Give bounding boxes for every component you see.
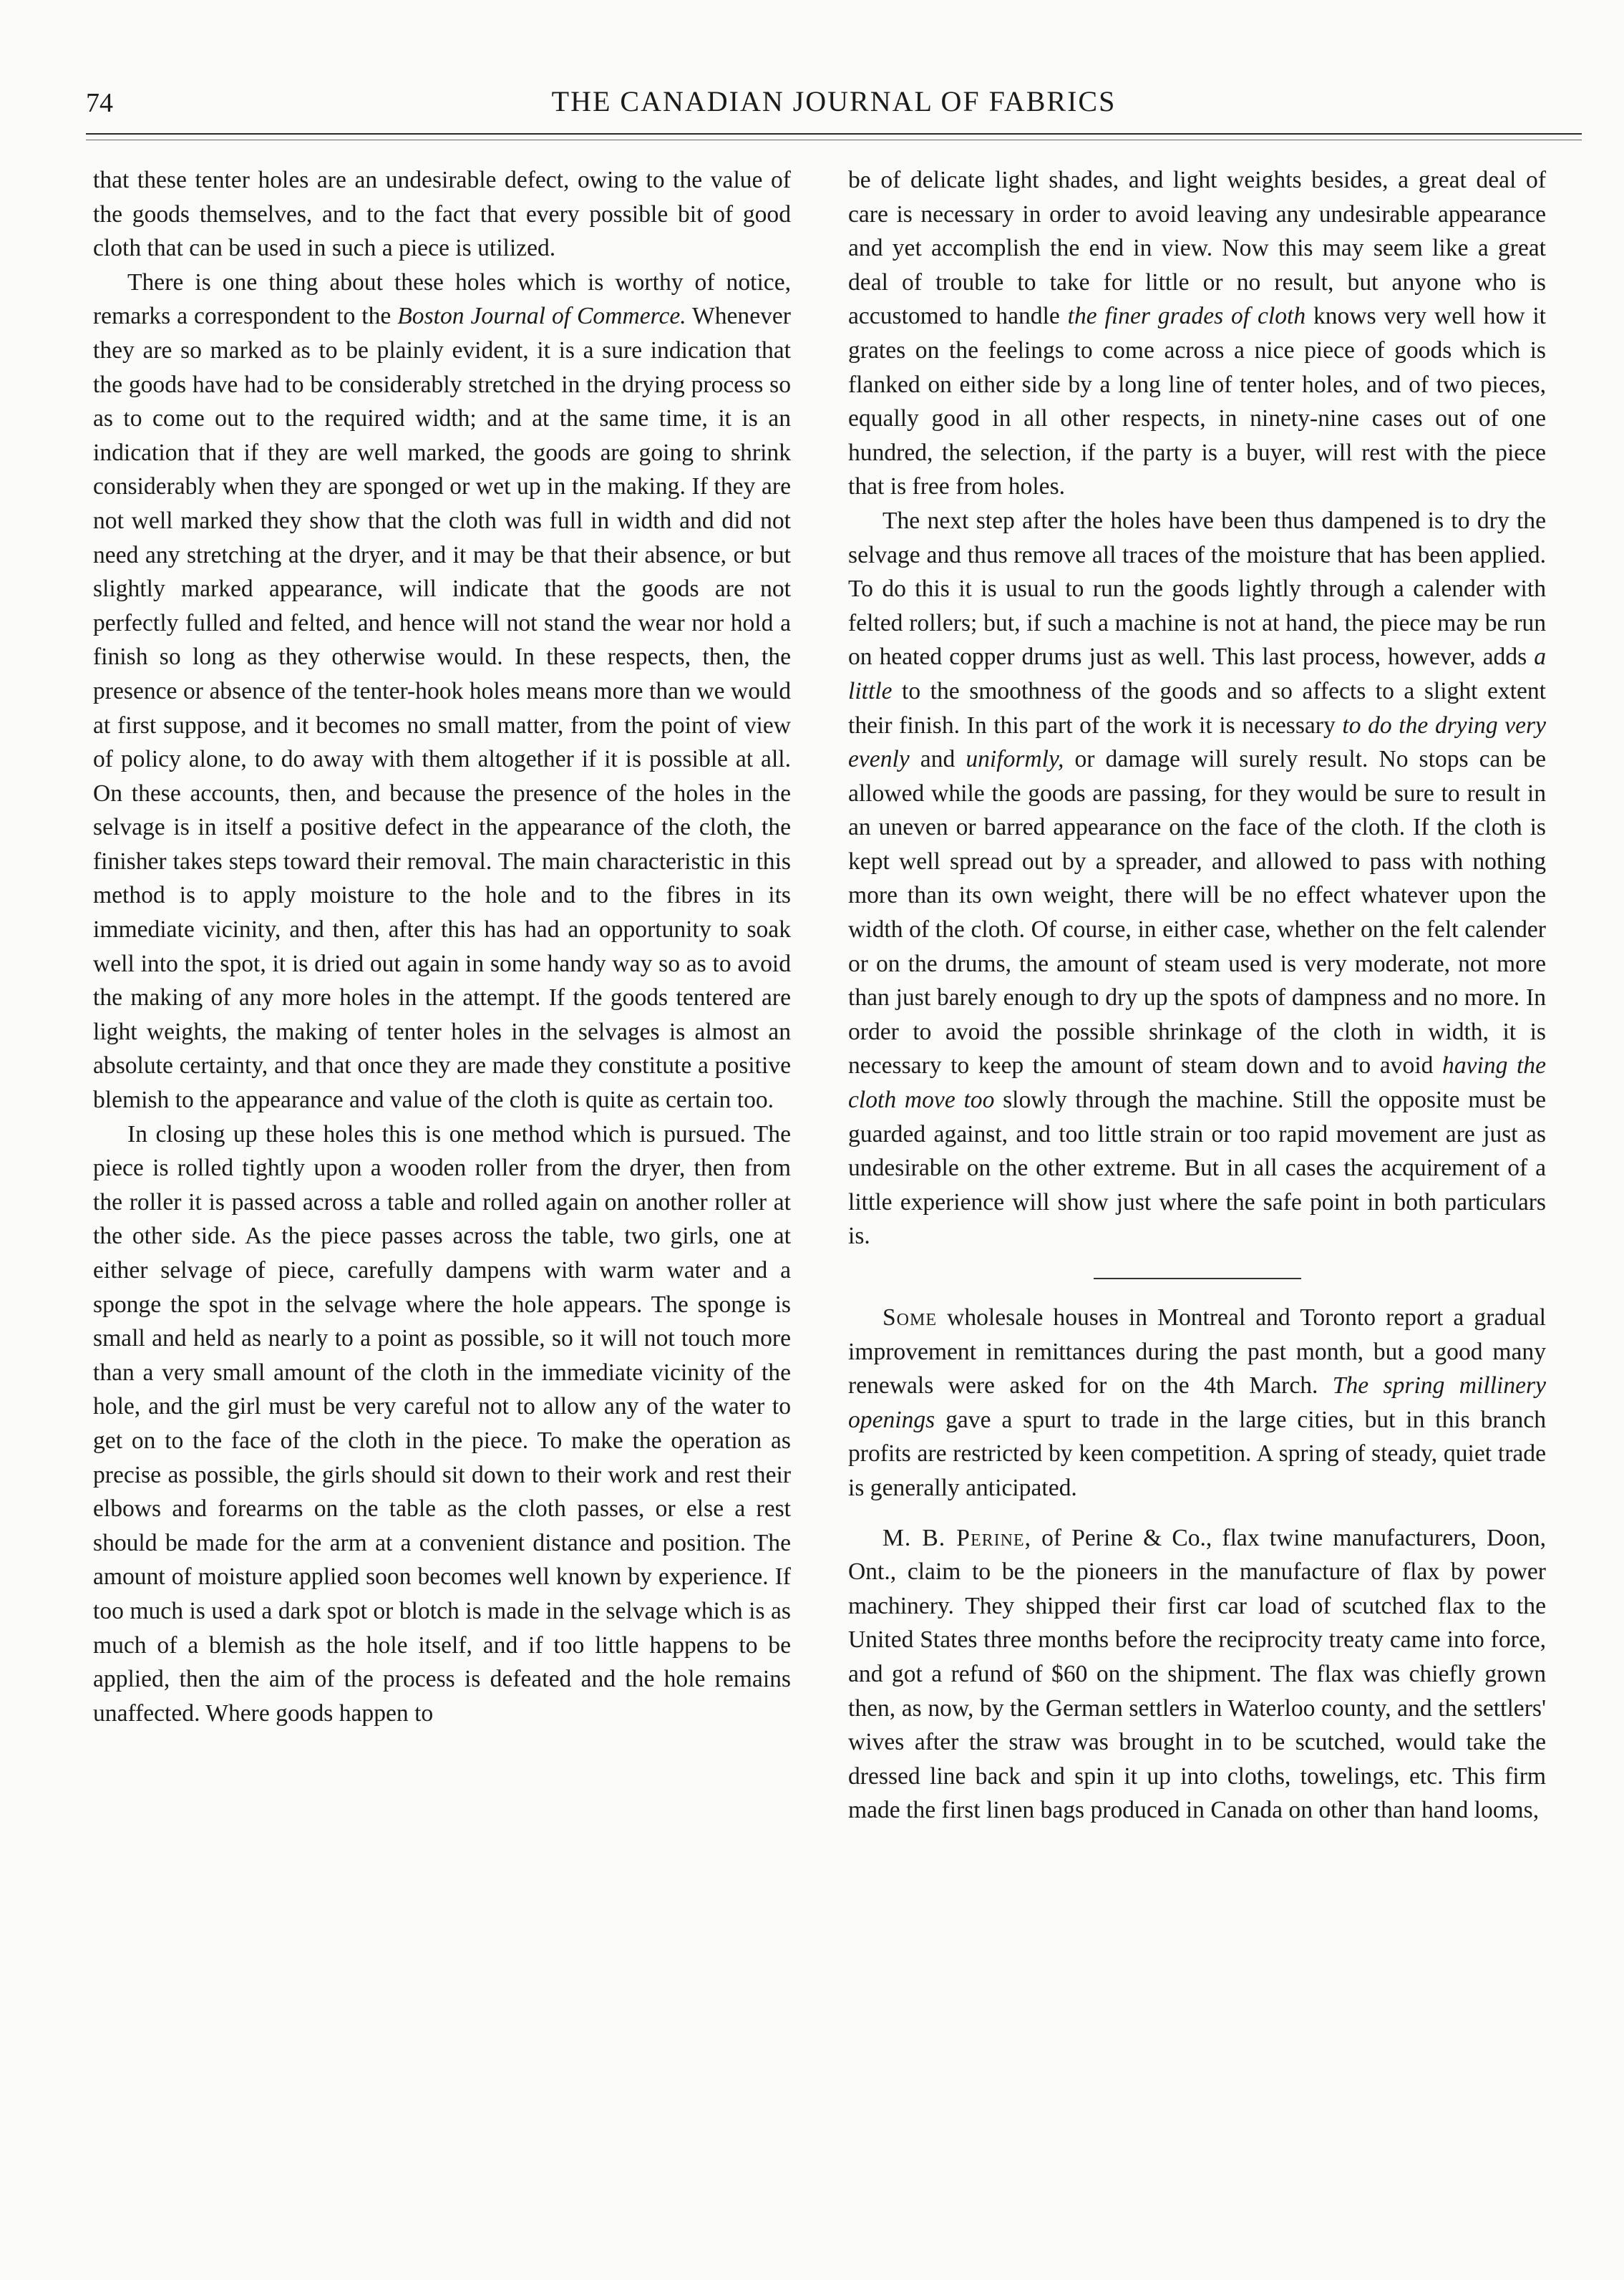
paragraph-text: and [909,746,966,773]
paragraph: In closing up these holes this is one method which is pursued. The piece is rolled tightly upon a wooden roller from the dryer, then from the roller it is passed across a table and rolled again on another roller at the other side. As the piece passes across the table, two girls, one at either selvage of piece, carefully dampens with warm water and a sponge the spot in the selvage where the hole appears. The sponge is small and held as nearly to a point as possible, so it will not touch more than a very small amount of the cloth in the immediate vicinity of the hole, and the girl must be very careful not to allow any of the water to get on to the face of the cloth in the piece. To make the operation as precise as possible, the girls should sit down to their work and rest their elbows and forearms on the table as the cloth passes, or else a rest should be made for the arm at a convenient distance and position. The amount of moisture applied soon becomes well known by experience. If too much is used a dark spot or blotch is made in the selvage which is as much of a blemish as the hole itself, and if too little happens to be applied, then the aim of the process is defeated and the hole remains unaffected. Where goods happen to [93,1120,791,1727]
paragraph-text: or damage will surely result. No stops can be allowed while the goods are passing, for they would be sure to result in an uneven or barred appearance on the face of the cloth. If the cloth is kept well spread out by a spreader, and allowed to pass with nothing more than its own weight, there will be no effect whatever upon the width of the cloth. Of course, in either case, whether on the felt calender or on the drums, the amount of steam used is very moderate, not more than just barely enough to dry up the spots of dampness and no more. In order to avoid the possible shrinkage of the cloth in width, it is necessary to keep the amount of steam down and to avoid [848,746,1546,1080]
paragraph-text: knows very well how it grates on the feelings to come across a nice piece of goods which is flanked on either side by a long line of tenter holes, and of two pieces, equally good in all other respects, in ninety-nine cases out of one hundred, the selection, if the party is a buyer, will rest with the piece that is free from holes. [848,303,1546,500]
source-citation: Boston Journal of Commerce. [397,303,686,330]
paragraph-text: slowly through the machine. Still the opposite must be guarded against, and too little strain or too rapid movement are just as undesirable on the other extreme. But in all cases the acquirement of a little experience will show just where the safe point in both particulars is. [848,1087,1546,1250]
italic-text: uniformly, [966,746,1064,773]
italic-text: a little [848,644,1546,704]
paragraph [848,1521,1546,1828]
lead-in-word: Some [882,1304,938,1331]
italic-text: to do the drying very evenly [848,712,1546,773]
paragraph-text: Whenever they are so marked as to be plainly evident, it is a sure indication that the goods have had to be considerably stretched in the drying process so as to come out to the required width; and at the same time, it is an indication that if they are well marked, the goods are going to shrink considerably when they are sponged or wet up in the making. If they are not well marked they show that the cloth was full in width and did not need any stretching at the dryer, and it may be that their absence, or but slightly marked appearance, will indicate that the goods are not perfectly fulled and felted, and hence will not stand the wear nor hold a finish so long as they otherwise would. In these respects, then, the presence or absence of the tenter-hook holes means more than we would at first suppose, and it becomes no small matter, from the point of view of policy alone, to do away with them altogether if it is possible at all. On these accounts, then, and because the presence of the holes in the selvage is in itself a positive defect in the appearance of the cloth, the finisher takes steps toward their removal. The main characteristic in this method is to apply moisture to the hole and to the fibres in its immediate vicinity, and then, after this has had an opportunity to soak well into the spot, it is dried out again in some handy way so as to avoid the making of any more holes in the attempt. If the goods tentered are light weights, the making of tenter holes in the selvages is almost an absolute certainty, and that once they are made they constitute a positive blemish to the appearance and value of the cloth is quite as certain too. [93,303,791,1114]
italic-text: the finer grades of cloth [1067,303,1306,330]
paragraph-text: There is one thing about these holes which is worthy of notice, remarks a correspondent to the [93,268,791,330]
left-column [93,163,791,1730]
header-rule [86,133,1582,135]
paragraph-text: to the smoothness of the goods and so affects to a slight extent their finish. In this part of the work it is necessary [848,677,1546,739]
page-header [86,84,1582,127]
right-column [848,163,1546,1828]
paragraph [93,266,791,1117]
italic-text: having the cloth move too [848,1052,1547,1114]
paragraph [848,1301,1546,1505]
paragraph-text: The next step after the holes have been thus dampened is to dry the selvage and thus remove all traces of the moisture that has been applied. To do this it is usual to run the goods lightly through a calender with felted rollers; but, if such a machine is not at hand, the piece may be run on heated copper drums just as well. This last process, however, adds [848,507,1546,671]
paragraph [848,163,1546,504]
italic-text: The spring millinery openings [848,1372,1546,1433]
paragraph-text: be of delicate light shades, and light weights besides, a great deal of care is necessary in order to avoid leaving any undesirable appearance and yet accomplish the end in view. Now this may seem like a great deal of trouble to take for little or no result, but anyone who is accustomed to handle [848,167,1546,330]
paragraph-text: of Perine & Co., flax twine manufacturers, Doon, Ont., claim to be the pioneers in the manufacture of flax by power machinery. They shipped their first car load of scutched flax to the United States three months before the reciprocity treaty came into force, and got a refund of $60 on the shipment. The flax was chiefly grown then, as now, by the German settlers in Waterloo county, and the settlers' wives after the straw was brought in to be scutched, would take the dressed line back and spin it up into cloths, towelings, etc. This firm made the first linen bags produced in Canada on other than hand looms, [848,1524,1546,1824]
lead-in-name: M. B. Perine, [882,1524,1031,1551]
paragraph: that these tenter holes are an undesirable defect, owing to the value of the goods themselves, and to the fact that every possible bit of good cloth that can be used in such a piece is utilized. [93,167,791,262]
page-number: 74 [86,88,113,118]
paragraph-text: gave a spurt to trade in the large cities, but in this branch profits are restricted by keen competition. A spring of steady, quiet trade is generally anticipated. [848,1406,1546,1501]
paragraph-text: wholesale houses in Montreal and Toronto report a gradual improvement in remittances during the past month, but a good many renewals were asked for on the 4th March. [848,1304,1546,1399]
paragraph [848,504,1546,1253]
section-divider [1094,1278,1301,1279]
journal-title: THE CANADIAN JOURNAL OF FABRICS [551,85,1117,117]
